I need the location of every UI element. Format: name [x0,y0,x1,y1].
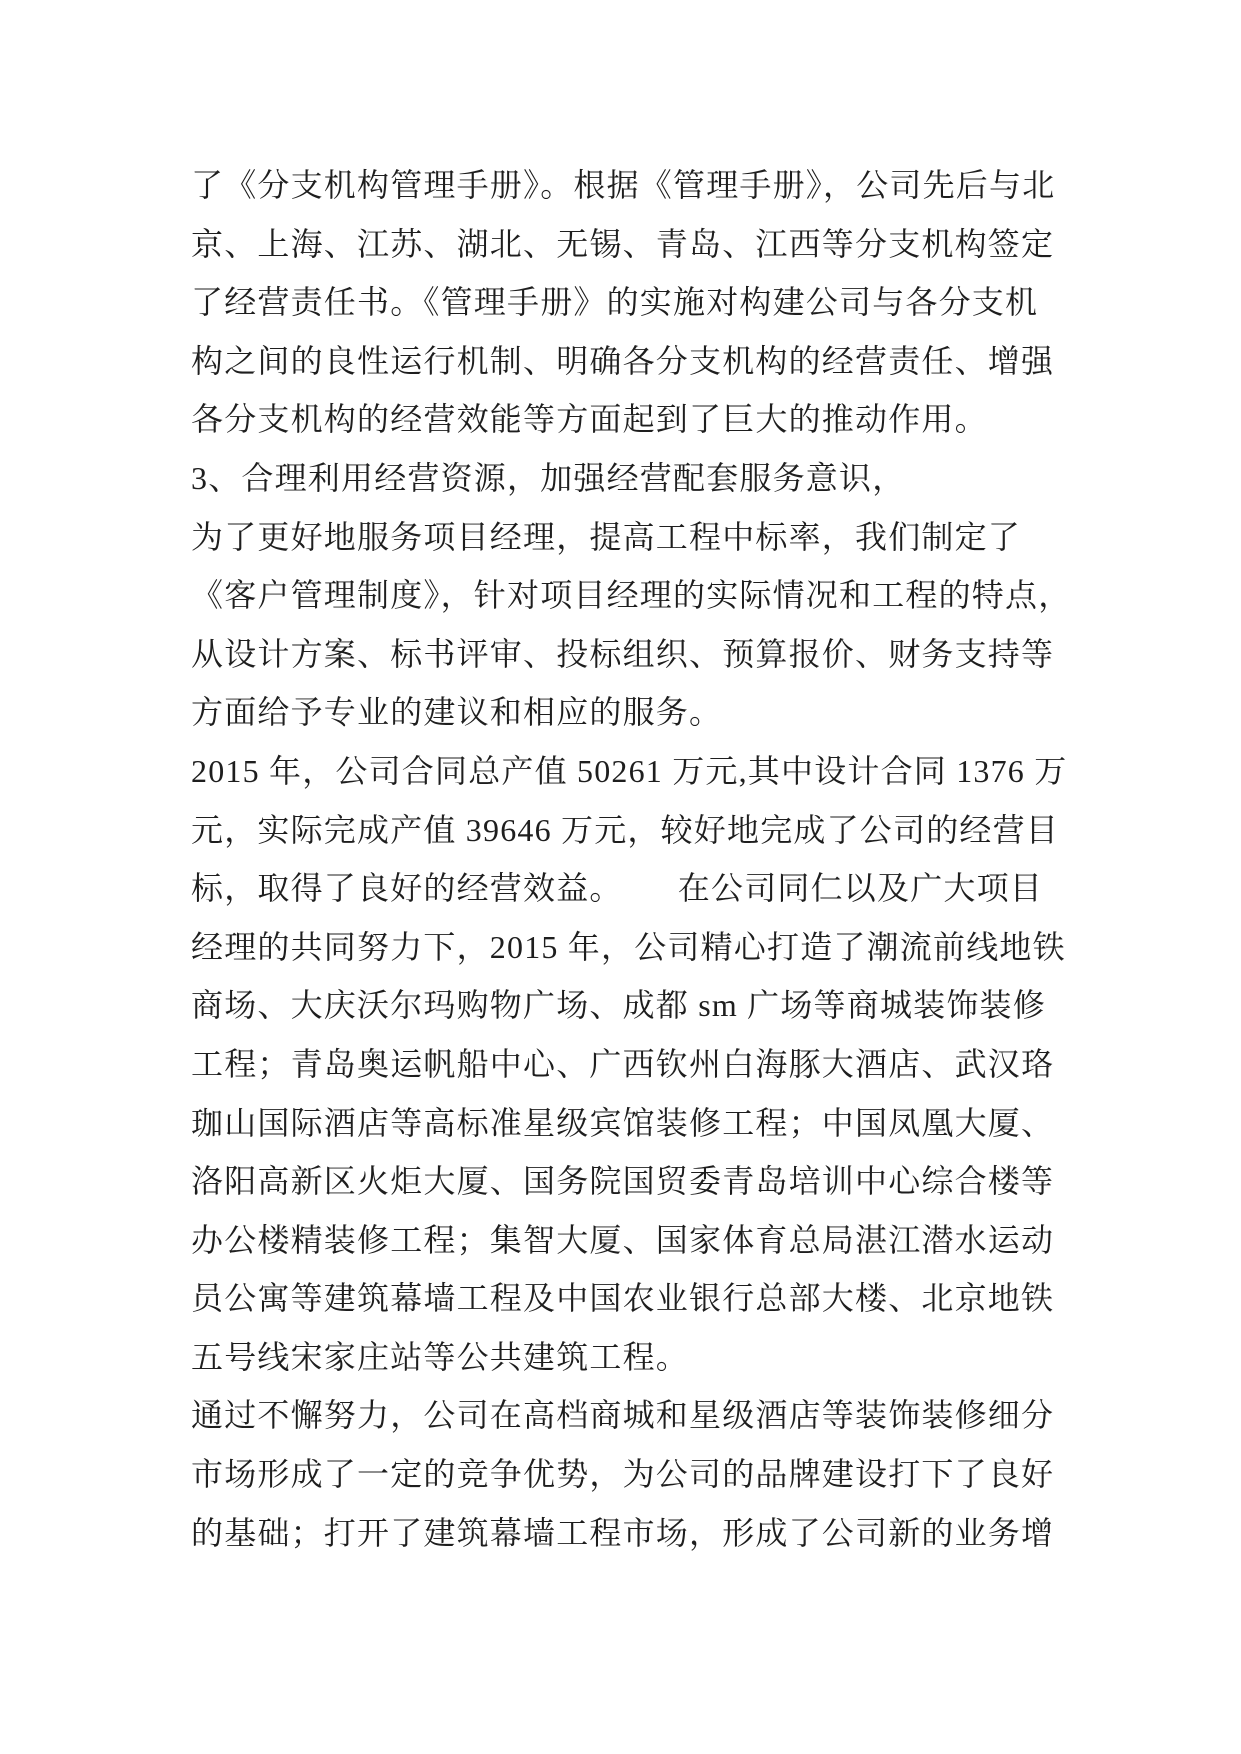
text-line: 了《分支机构管理手册》。根据《管理手册》，公司先后与北 [191,167,1056,203]
text-line: 构之间的良性运行机制、明确各分支机构的经营责任、增强 [191,342,1055,379]
text-line: 珈山国际酒店等高标准星级宾馆装修工程；中国凤凰大厦、 [191,1104,1055,1141]
text-line: 工程；青岛奥运帆船中心、广西钦州白海豚大酒店、武汉珞 [191,1045,1055,1082]
text-line: 京、上海、江苏、湖北、无锡、青岛、江西等分支机构签定 [191,225,1055,262]
text-line: 为了更好地服务项目经理，提高工程中标率，我们制定了 [191,518,1022,555]
heading-line: 3、合理利用经营资源，加强经营配套服务意识， [191,459,906,496]
text-line: 《客户管理制度》，针对项目经理的实际情况和工程的特点， [191,577,1072,614]
text-line: 2015 年，公司合同总产值 50261 万元,其中设计合同 1376 万 [191,752,1068,789]
text-line: 方面给予专业的建议和相应的服务。 [191,694,723,731]
text-line: 了经营责任书。《管理手册》的实施对构建公司与各分支机 [191,284,1039,321]
text-line: 办公楼精装修工程；集智大厦、国家体育总局湛江潜水运动 [191,1221,1055,1258]
paragraph [191,1386,1141,1562]
paragraph [191,508,1141,742]
text-line: 洛阳高新区火炬大厦、国务院国贸委青岛培训中心综合楼等 [191,1163,1055,1200]
text-line: 标，取得了良好的经营效益。 在公司同仁以及广大项目 [191,870,1044,907]
text-line: 从设计方案、标书评审、投标组织、预算报价、财务支持等 [191,635,1055,672]
paragraph [191,742,1141,1387]
text-line: 各分支机构的经营效能等方面起到了巨大的推动作用。 [191,401,988,438]
text-line: 的基础；打开了建筑幕墙工程市场，形成了公司新的业务增 [191,1514,1055,1551]
text-line: 经理的共同努力下，2015 年，公司精心打造了潮流前线地铁 [191,928,1066,965]
document-body [191,156,1141,1562]
text-line: 市场形成了一定的竞争优势，为公司的品牌建设打下了良好 [191,1456,1055,1493]
text-line: 五号线宋家庄站等公共建筑工程。 [191,1338,690,1375]
text-line: 员公寓等建筑幕墙工程及中国农业银行总部大楼、北京地铁 [191,1280,1055,1317]
text-line: 商场、大庆沃尔玛购物广场、成都 sm 广场等商城装饰装修 [191,987,1046,1024]
paragraph [191,156,1141,449]
section-heading [191,449,1141,508]
text-line: 元，实际完成产值 39646 万元，较好地完成了公司的经营目 [191,811,1060,848]
text-line: 通过不懈努力，公司在高档商城和星级酒店等装饰装修细分 [191,1397,1055,1434]
